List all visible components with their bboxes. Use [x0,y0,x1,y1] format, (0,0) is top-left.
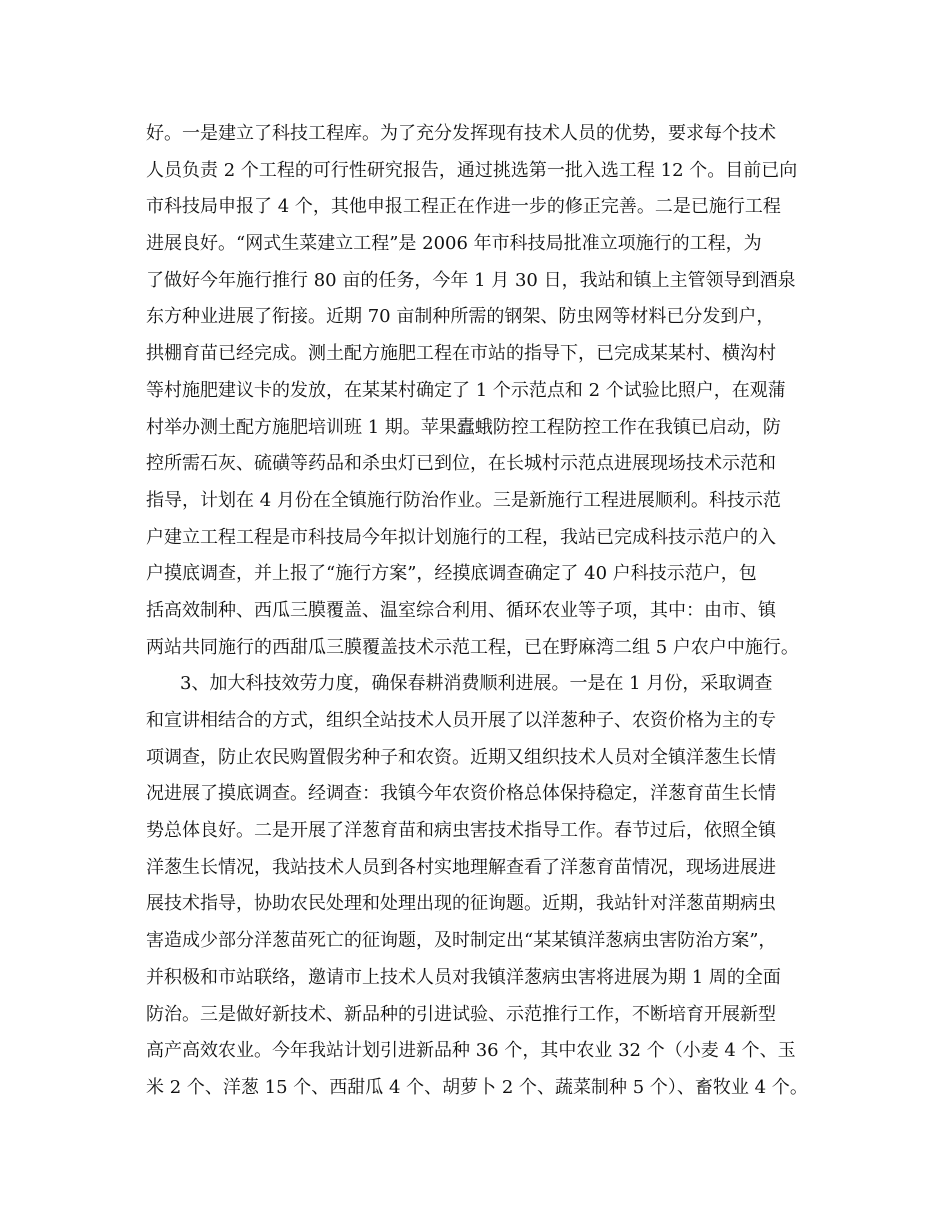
text-line: 户摸底调查，并上报了“施行方案”，经摸底调查确定了 40 户科技示范户，包 [146,563,757,585]
text-line: 指导，计划在 4 月份在全镇施行防治作业。三是新施行工程进展顺利。科技示范 [146,489,781,511]
text-line: 势总体良好。二是开展了洋葱育苗和病虫害技术指导工作。春节过后，依照全镇 [146,820,776,842]
text-line: 等村施肥建议卡的发放，在某某村确定了 1 个示范点和 2 个试验比照户，在观蒲 [146,379,786,401]
text-line: 并积极和市站联络，邀请市上技术人员对我镇洋葱病虫害将进展为期 1 周的全面 [146,966,781,988]
text-line: 好。一是建立了科技工程库。为了充分发挥现有技术人员的优势，要求每个技术 [146,123,776,144]
text-line: 防治。三是做好新技术、新品种的引进试验、示范推行工作，不断培育开展新型 [146,1003,776,1025]
text-line: 况进展了摸底调查。经调查：我镇今年农资价格总体保持稳定，洋葱育苗生长情 [146,783,776,805]
text-line: 洋葱生长情况，我站技术人员到各村实地理解查看了洋葱育苗情况，现场进展进 [146,856,776,878]
text-line: 高产高效农业。今年我站计划引进新品种 36 个，其中农业 32 个（小麦 4 个、玉 [146,1040,796,1062]
text-line: 拱棚育苗已经完成。测土配方施肥工程在市站的指导下，已完成某某村、横沟村 [146,343,776,365]
text-line: 户建立工程工程是市科技局今年拟计划施行的工程，我站已完成科技示范户的入 [146,526,776,548]
text-line: 市科技局申报了 4 个，其他申报工程正在作进一步的修正完善。二是已施行工程 [146,196,781,218]
text-line: 东方种业进展了衔接。近期 70 亩制种所需的钢架、防虫网等材料已分发到户， [146,306,775,328]
text-line: 括高效制种、西瓜三膜覆盖、温室综合利用、循环农业等子项，其中：由市、镇 [146,599,776,621]
text-line: 进展良好。“网式生菜建立工程”是 2006 年市科技局批准立项施行的工程，为 [146,233,762,255]
text-line: 项调查，防止农民购置假劣种子和农资。近期又组织技术人员对全镇洋葱生长情 [146,746,776,768]
paragraph-start-line: 3、加大科技效劳力度，确保春耕消费顺利进展。一是在 1 月份，采取调查 [180,673,773,695]
text-line: 两站共同施行的西甜瓜三膜覆盖技术示范工程，已在野麻湾二组 5 户农户中施行。 [146,636,799,658]
text-line: 米 2 个、洋葱 15 个、西甜瓜 4 个、胡萝卜 2 个、蔬菜制种 5 个）、畜牧业 4 个。 [146,1076,808,1098]
text-line: 害造成少部分洋葱苗死亡的征询题，及时制定出“某某镇洋葱病虫害防治方案”， [146,930,777,952]
text-line: 展技术指导，协助农民处理和处理出现的征询题。近期，我站针对洋葱苗期病虫 [146,893,776,915]
text-line: 村举办测土配方施肥培训班 1 期。苹果蠹蛾防控工程防控工作在我镇已启动，防 [146,416,781,438]
text-line: 控所需石灰、硫磺等药品和杀虫灯已到位，在长城村示范点进展现场技术示范和 [146,453,776,475]
text-line: 人员负责 2 个工程的可行性研究报告，通过挑选第一批入选工程 12 个。目前已向 [146,159,798,181]
text-line: 和宣讲相结合的方式，组织全站技术人员开展了以洋葱种子、农资价格为主的专 [146,710,776,731]
body-text [146,116,816,1107]
text-line: 了做好今年施行推行 80 亩的任务，今年 1 月 30 日，我站和镇上主管领导到酒泉 [146,269,796,291]
